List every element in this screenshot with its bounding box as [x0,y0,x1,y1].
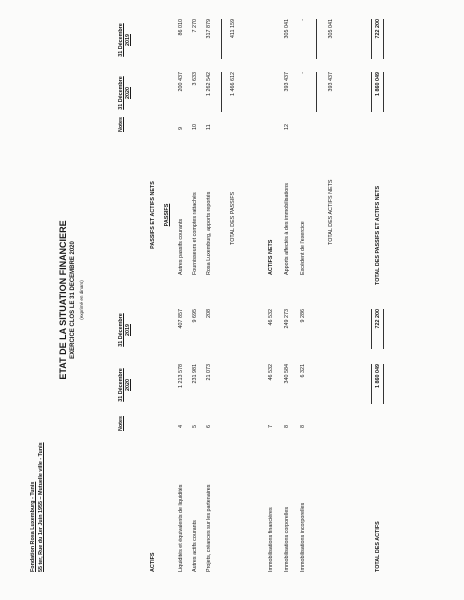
statement-subtitle: EXERCICE CLOS LE 31 DECEMBRE 2020 [70,241,76,359]
passif-row-note: 10 [192,124,198,130]
actifs-col-2019-top: 31 Décembre [118,313,124,347]
actif-row-note: 6 [206,425,212,428]
passifs-total-2020: 1 466 612 [230,72,236,96]
actif-row-2020: 231 981 [192,364,198,384]
actif-net-row-note: 12 [284,124,290,130]
passif-row-note: 11 [206,124,212,130]
passif-row-label: Autres passifs courants [178,218,184,275]
passif-row-2019: 317 879 [206,19,212,39]
passifs-notes-header: Notes [118,117,124,132]
grand-total-2019: 722 200 [375,19,381,39]
passif-row-2020: 1 262 542 [206,72,212,96]
grand-total-underline-2019 [383,19,384,59]
actifs-col-2020-top: 31 Décembre [118,368,124,402]
actifs-total-underline-2020 [383,364,384,404]
actif-row-2019: 208 [206,309,212,318]
passifs-col-2019-year: 2019 [125,34,131,46]
actif-net-row-2020: - [300,72,306,74]
passifs-total-2019: 411 159 [230,19,236,39]
actif-row-2020: 1 213 578 [178,364,184,388]
actif-row-note: 4 [178,425,184,428]
passif-row-note: 9 [178,127,184,130]
actif-net-row-2020: 393 437 [284,72,290,92]
actif-row-2020: 21 073 [206,364,212,381]
unit-note: (exprimé en dinars) [79,280,84,320]
actif-row-2019: 9 695 [192,309,198,323]
actif-row-label: Autres actifs courants [192,520,198,572]
org-name: Fondation Rosa Luxemburg - Tunis [30,481,36,572]
actif-row-2020: 46 532 [268,364,274,381]
org-address: 55 ter, Rue du 1er Juin 1955 – Mutuelle ville - Tunis [38,442,44,572]
passif-row-label: Fournisseurs et comptes rattachés [192,192,198,275]
actif-row-2019: 407 857 [178,309,184,329]
actif-row-note: 7 [268,425,274,428]
actifs-nets-total-rule-2020 [316,72,317,112]
actifs-total-rule-2019 [371,309,372,349]
passif-row-label: Rosa Luxemburg, apports reportés [206,191,212,275]
passifs-total-rule-2019 [221,19,222,59]
passifs-total-label: TOTAL DES PASSIFS [230,191,236,245]
actifs-col-2019-year: 2019 [125,324,131,336]
passif-row-2020: 3 633 [192,72,198,86]
grand-total-label: TOTAL DES PASSIFS ET ACTIFS NETS [375,185,381,285]
passifs-actifs-nets-heading: PASSIFS ET ACTIFS NETS [150,181,156,249]
actif-net-row-label: Excédent de l'exercice [300,221,306,275]
actif-row-label: Immobilisations corporelles [284,506,290,572]
actifs-total-rule-2020 [371,364,372,404]
actif-row-label: Liquidités et équivalents de liquidités [178,484,184,572]
passifs-col-2020-top: 31 Décembre [118,76,124,110]
actifs-notes-header: Notes [118,416,124,431]
passifs-heading: PASSIFS [164,203,170,227]
actif-row-label: Immobilisations incorporelles [300,502,306,572]
actifs-heading: ACTIFS [150,552,156,572]
actif-net-row-2019: - [300,19,306,21]
passifs-col-2020-year: 2020 [125,87,131,99]
actif-row-2019: 249 273 [284,309,290,329]
actifs-nets-total-2019: 305 041 [328,19,334,39]
actif-row-2020: 6 321 [300,364,306,378]
actifs-nets-total-label: TOTAL DES ACTIFS NETS [328,179,334,245]
actifs-total-label: TOTAL DES ACTIFS [375,521,381,572]
grand-total-2020: 1 860 049 [375,72,381,96]
actifs-total-underline-2019 [383,309,384,349]
actif-row-label: Projets, créances sur les partenaires [206,484,212,572]
passifs-col-2019-top: 31 Décembre [118,23,124,57]
passif-row-2019: 86 010 [178,19,184,36]
statement-title: ETAT DE LA SITUATION FINANCIERE [58,220,68,380]
actif-row-2019: 9 286 [300,309,306,323]
actif-row-note: 8 [300,425,306,428]
actifs-nets-heading: ACTIFS NETS [268,239,274,275]
actif-row-note: 5 [192,425,198,428]
actifs-total-2019: 722 200 [375,309,381,329]
actif-row-label: Immobilisations financières [268,507,274,572]
passifs-total-rule-2020 [221,72,222,112]
actif-net-row-label: Apports affectés à des immobilisations [284,183,290,275]
actif-row-2020: 340 584 [284,364,290,384]
passif-row-2019: 7 270 [192,19,198,33]
passif-row-2020: 200 437 [178,72,184,92]
actifs-total-2020: 1 860 049 [375,364,381,388]
grand-total-underline-2020 [383,72,384,112]
actifs-nets-total-rule-2019 [316,19,317,59]
actifs-col-2020-year: 2020 [125,379,131,391]
actif-net-row-2019: 305 041 [284,19,290,39]
grand-total-rule-2019 [371,19,372,59]
actif-row-2019: 46 532 [268,309,274,326]
grand-total-rule-2020 [371,72,372,112]
actif-row-note: 8 [284,425,290,428]
actifs-nets-total-2020: 393 437 [328,72,334,92]
